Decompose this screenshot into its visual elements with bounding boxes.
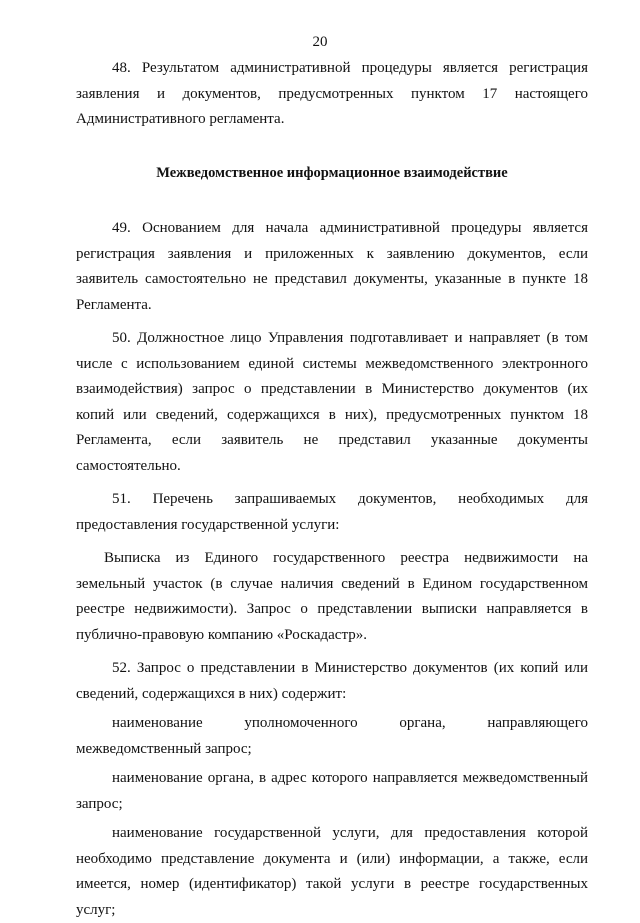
paragraph-52-item-b: наименование органа, в адрес которого направляется межведомственный запрос; (76, 770, 588, 812)
document-body (76, 56, 588, 923)
paragraph-52: 52. Запрос о представлении в Министерство документов (их копий или сведений, содержащихся в них) содержит: (76, 660, 588, 702)
section-heading: Межведомственное информационное взаимодействие (156, 164, 508, 181)
paragraph-52-item-a: наименование уполномоченного органа, направляющего межведомственный запрос; (76, 715, 588, 757)
paragraph-52-item-c: наименование государственной услуги, для предоставления которой необходимо представление документа и (или) информации, а также, если имеется, номер (идентификатор) такой услуги в реестре государственных услуг; (76, 825, 588, 918)
paragraph-51: 51. Перечень запрашиваемых документов, необходимых для предоставления государственной услуги: (76, 491, 588, 533)
page-number: 20 (312, 34, 328, 50)
paragraph-51-item: Выписка из Единого государственного реестра недвижимости на земельный участок (в случае наличия сведений в Едином государственном реестре недвижимости). Запрос о представлении выписки направляется в публично-правовую компанию «Роскадастр». (76, 550, 588, 643)
paragraph-49: 49. Основанием для начала административной процедуры является регистрация заявления и приложенных к заявлению документов, если заявитель самостоятельно не представил документы, указанные в пункте 18 Регламента. (76, 220, 588, 313)
paragraph-48: 48. Результатом административной процедуры является регистрация заявления и документов, предусмотренных пунктом 17 настоящего Административного регламента. (76, 60, 588, 127)
paragraph-50: 50. Должностное лицо Управления подготавливает и направляет (в том числе с использованием единой системы межведомственного электронного взаимодействия) запрос о представлении в Министерство документов (их копий или сведений, содержащихся в них), предусмотренных пунктом 18 Регламента, если заявитель не представил указанные документы самостоятельно. (76, 330, 588, 474)
